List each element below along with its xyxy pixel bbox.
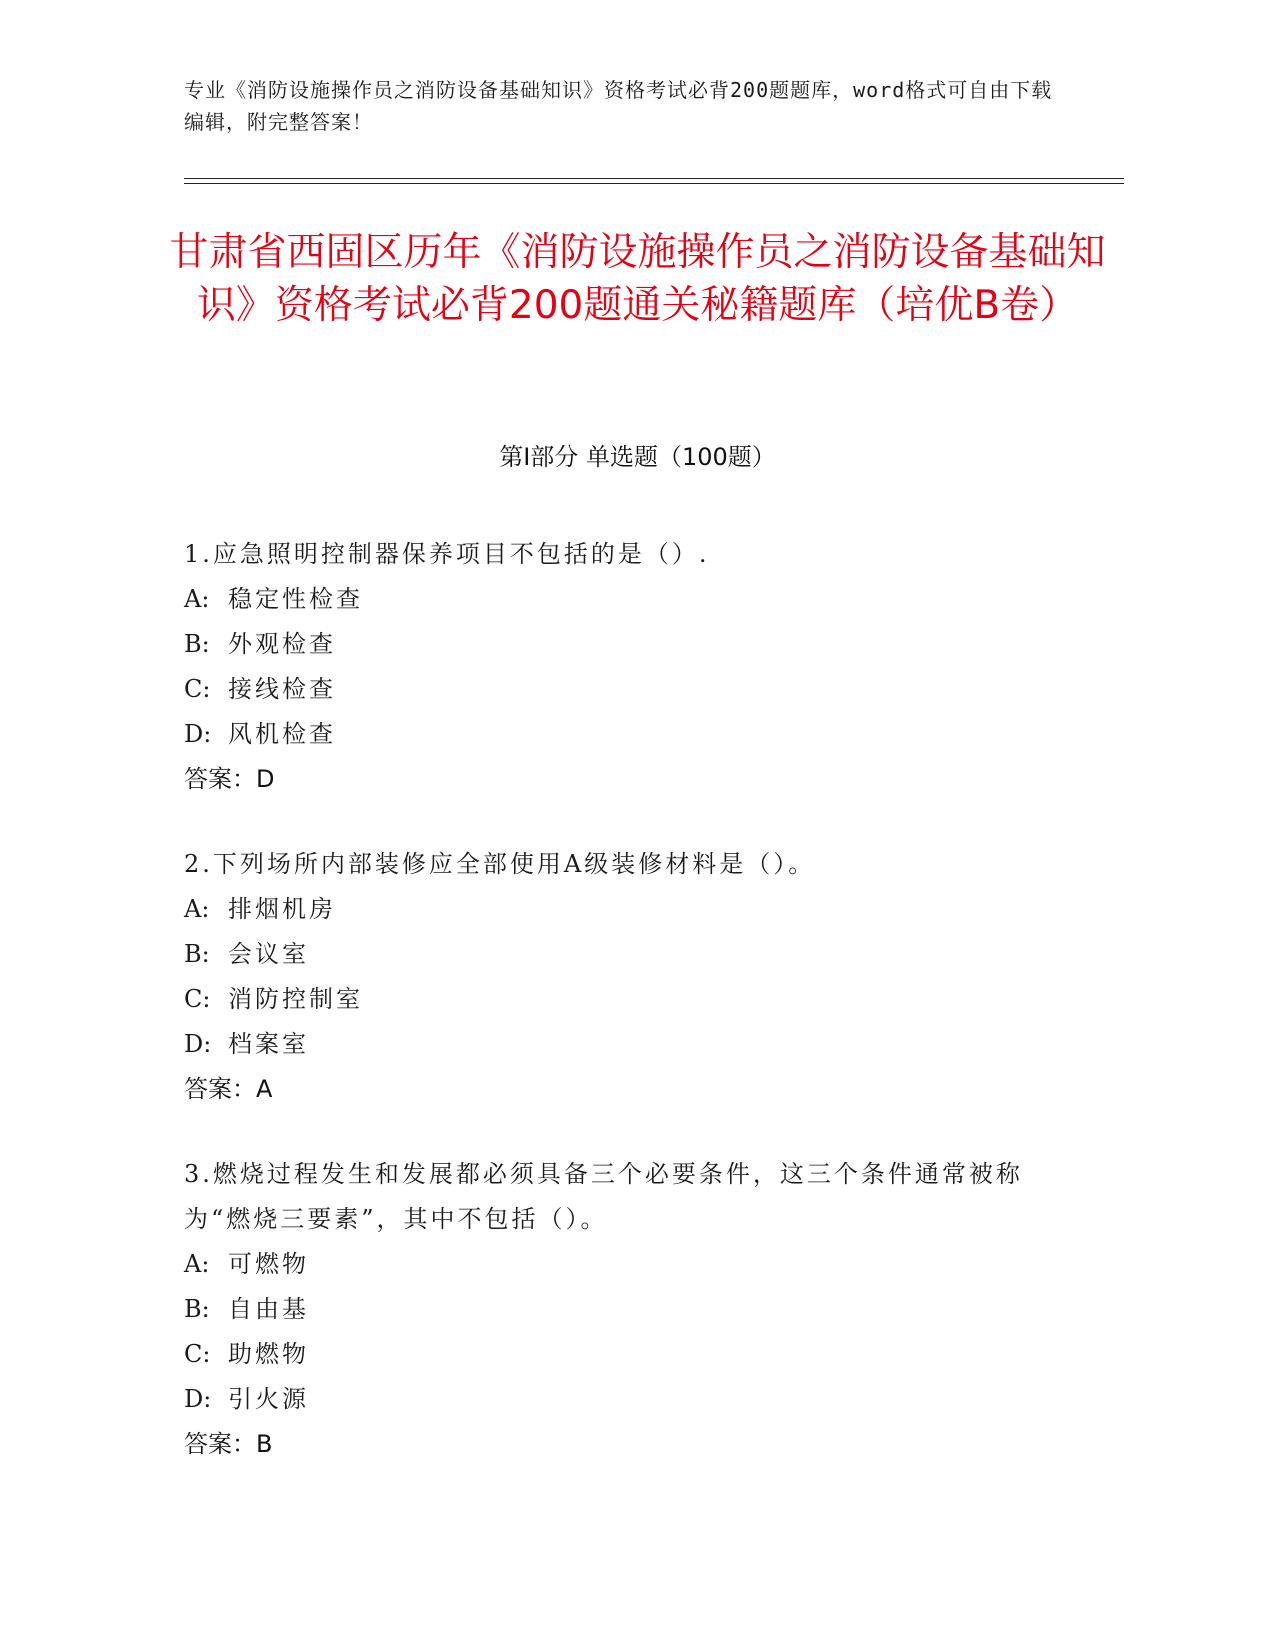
- option-d: [184, 1377, 1064, 1422]
- option-letter: B:: [184, 1295, 210, 1323]
- option-c: [184, 667, 1064, 712]
- option-text: 自由基: [228, 1295, 309, 1323]
- question-stem: 1.应急照明控制器保养项目不包括的是（）.: [184, 540, 710, 568]
- option-text: 助燃物: [228, 1340, 309, 1368]
- option-text: 消防控制室: [228, 985, 363, 1013]
- option-letter: B:: [184, 630, 210, 658]
- option-b: [184, 932, 1064, 977]
- option-text: 风机检查: [228, 720, 336, 748]
- header-divider-bottom: [184, 183, 1124, 184]
- option-b: [184, 1287, 1064, 1332]
- option-text: 接线检查: [228, 675, 336, 703]
- option-text: 外观检查: [228, 630, 336, 658]
- option-letter: A:: [184, 895, 210, 923]
- answer: 答案：A: [184, 1075, 273, 1103]
- option-letter: B:: [184, 940, 210, 968]
- question-2: [184, 842, 1064, 1112]
- option-text: 会议室: [228, 940, 309, 968]
- option-letter: C:: [184, 1340, 211, 1368]
- header-divider-top: [184, 178, 1124, 179]
- answer: 答案：D: [184, 765, 275, 793]
- question-stem: 3.燃烧过程发生和发展都必须具备三个必要条件，这三个条件通常被称为“燃烧三要素”，其中不包括（）。: [184, 1160, 1023, 1233]
- document-title: 甘肃省西固区历年《消防设施操作员之消防设备基础知识》资格考试必背200题通关秘籍题库（培优B卷）: [169, 230, 1106, 328]
- option-text: 引火源: [228, 1385, 309, 1413]
- answer: 答案：B: [184, 1430, 273, 1458]
- option-b: [184, 622, 1064, 667]
- question-1: [184, 532, 1064, 802]
- option-c: [184, 1332, 1064, 1377]
- option-letter: A:: [184, 585, 210, 613]
- option-letter: A:: [184, 1250, 210, 1278]
- option-c: [184, 977, 1064, 1022]
- option-letter: C:: [184, 675, 211, 703]
- option-text: 可燃物: [228, 1250, 309, 1278]
- header-note: 专业《消防设施操作员之消防设备基础知识》资格考试必背200题题库，word格式可自由下载编辑，附完整答案！: [184, 78, 1053, 134]
- option-letter: D:: [184, 1385, 212, 1413]
- option-d: [184, 712, 1064, 757]
- option-text: 排烟机房: [228, 895, 336, 923]
- option-a: [184, 577, 1064, 622]
- option-text: 档案室: [228, 1030, 309, 1058]
- question-stem: 2.下列场所内部装修应全部使用A级装修材料是（）。: [184, 850, 816, 878]
- option-a: [184, 1242, 1064, 1287]
- option-letter: D:: [184, 1030, 212, 1058]
- option-a: [184, 887, 1064, 932]
- option-text: 稳定性检查: [228, 585, 363, 613]
- option-letter: D:: [184, 720, 212, 748]
- option-d: [184, 1022, 1064, 1067]
- section-heading: 第Ⅰ部分 单选题（100题）: [499, 443, 776, 471]
- option-letter: C:: [184, 985, 211, 1013]
- question-3: [184, 1152, 1064, 1467]
